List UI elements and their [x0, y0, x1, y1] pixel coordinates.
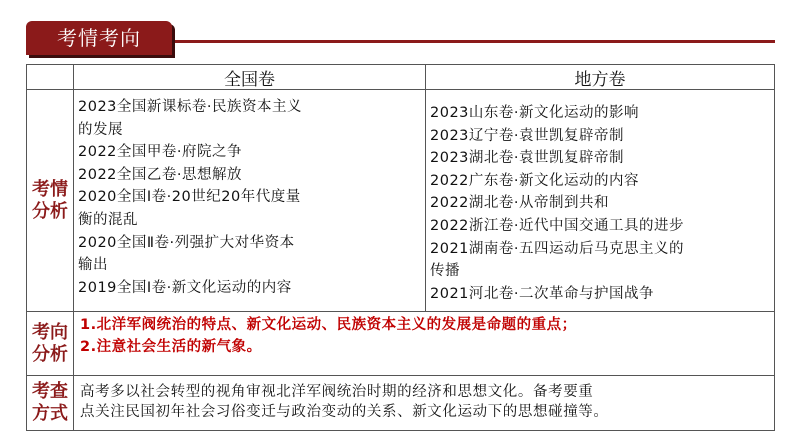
- direction-content: [73, 311, 775, 376]
- national-item: 2022全国乙卷·思想解放: [78, 166, 243, 183]
- corner-cell: [26, 64, 74, 90]
- exam-analysis-table: [26, 64, 775, 431]
- local-item: 2022广东卷·新文化运动的内容: [430, 172, 640, 189]
- national-item: 2022全国甲卷·府院之争: [78, 144, 243, 161]
- direction-label: 考向 分析: [26, 311, 74, 376]
- local-list: [425, 89, 775, 312]
- section-title-box: [26, 21, 172, 55]
- local-item: 2021河北卷·二次革命与护国战争: [430, 285, 655, 302]
- national-item: 输出: [78, 257, 108, 274]
- local-item: 2022浙江卷·近代中国交通工具的进步: [430, 217, 685, 234]
- national-item: 2023全国新课标卷·民族资本主义: [78, 99, 303, 115]
- national-item: 2019全国Ⅰ卷·新文化运动的内容: [78, 279, 292, 296]
- section-title: 考情考向: [57, 26, 141, 50]
- national-item: 2020全国Ⅱ卷·列强扩大对华资本: [78, 234, 295, 251]
- direction-line: 2.注意社会生活的新气象。: [80, 339, 262, 355]
- method-content: [73, 375, 775, 431]
- national-list: [73, 89, 426, 312]
- local-item: 传播: [430, 263, 460, 280]
- method-line: 高考多以社会转型的视角审视北洋军阀统治时期的经济和思想文化。备考要重: [80, 384, 594, 400]
- local-item: 2021湖南卷·五四运动后马克思主义的: [430, 240, 685, 257]
- national-header: 全国卷: [73, 64, 426, 90]
- direction-line: 1.北洋军阀统治的特点、新文化运动、民族资本主义的发展是命题的重点；: [80, 317, 577, 333]
- local-item: 2022湖北卷·从帝制到共和: [430, 195, 610, 212]
- local-header: 地方卷: [425, 64, 775, 90]
- method-label: 考查 方式: [26, 375, 74, 431]
- local-item: 2023山东卷·新文化运动的影响: [430, 105, 640, 121]
- analysis-label: 考情 分析: [26, 89, 74, 312]
- national-item: 2020全国Ⅰ卷·20世纪20年代度量: [78, 189, 301, 206]
- national-item: 衡的混乱: [78, 211, 138, 228]
- local-item: 2023辽宁卷·袁世凯复辟帝制: [430, 127, 625, 144]
- method-line: 点关注民国初年社会习俗变迁与政治变动的关系、新文化运动下的思想碰撞等。: [80, 404, 609, 420]
- national-item: 的发展: [78, 121, 123, 138]
- local-item: 2023湖北卷·袁世凯复辟帝制: [430, 150, 625, 167]
